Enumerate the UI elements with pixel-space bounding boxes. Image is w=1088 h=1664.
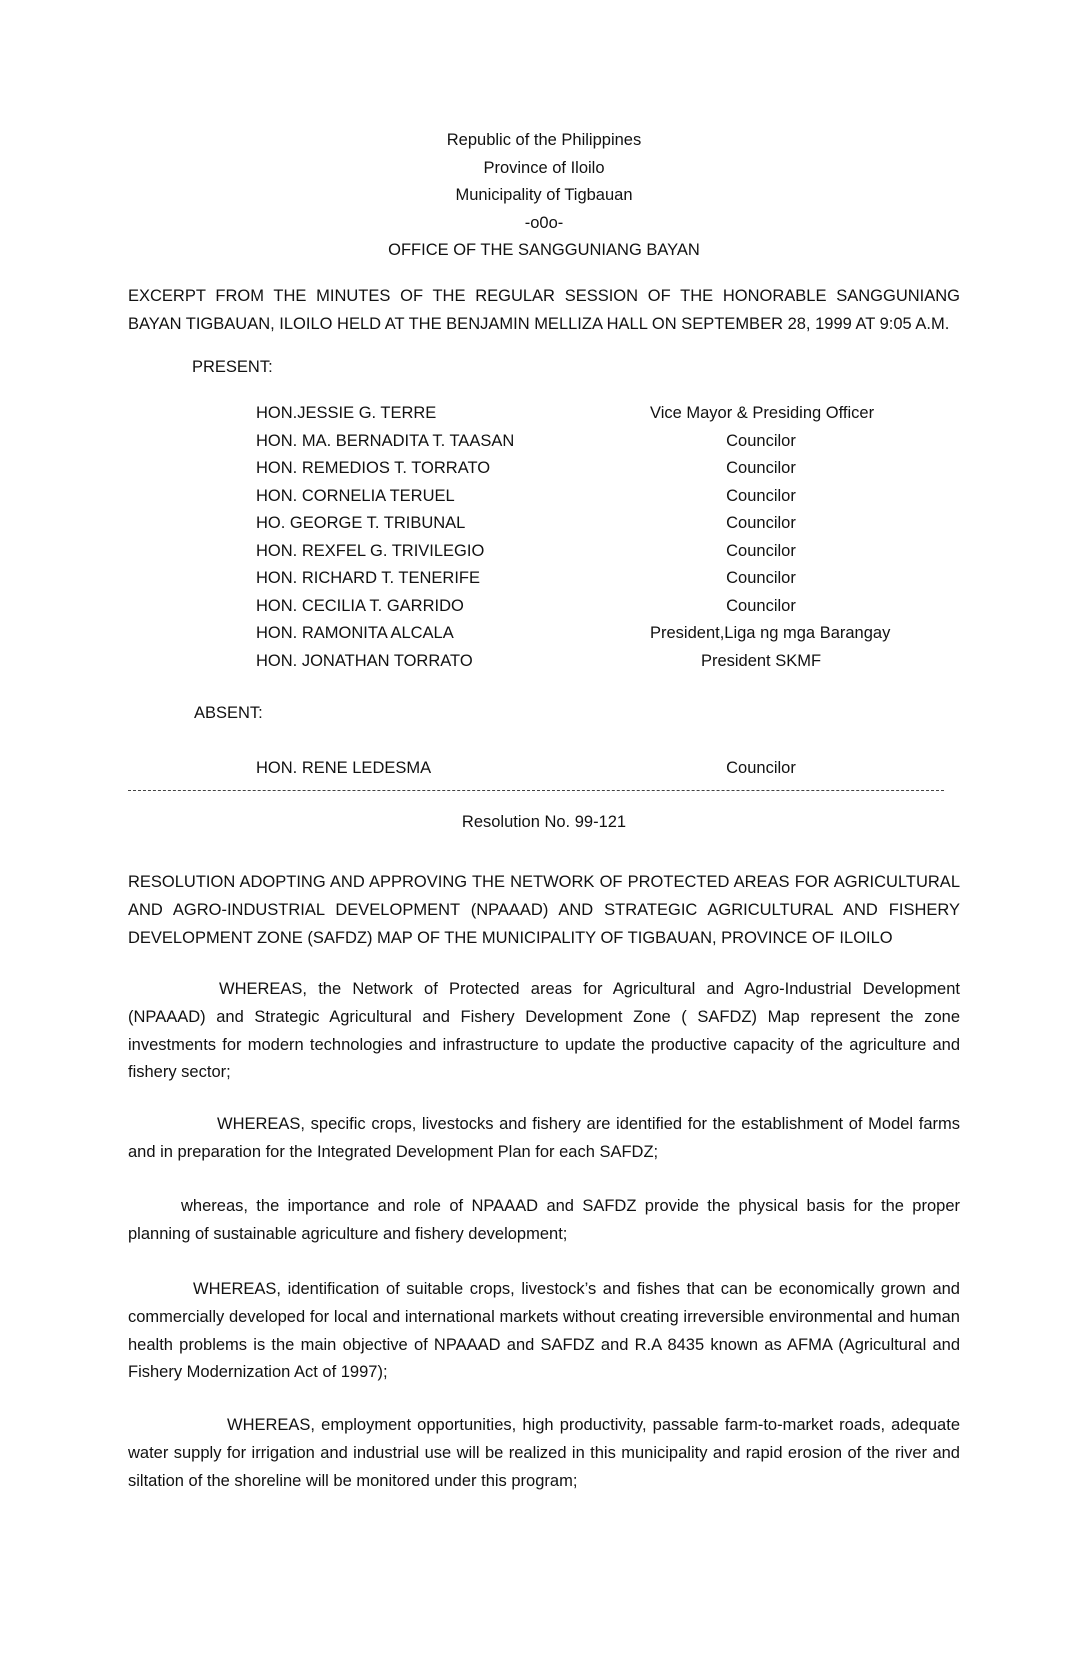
whereas-paragraph: WHEREAS, the Network of Protected areas for Agricultural and Agro-Industrial Development (NPAAAD) and Strategic Agricultural and Fishery Development Zone ( SAFDZ) Map represent the zone investments for modern technologies and infrastructure to update the productive capacity of the agriculture and fishery sector; bbox=[128, 980, 960, 1082]
minutes-excerpt: EXCERPT FROM THE MINUTES OF THE REGULAR SESSION OF THE HONORABLE SANGGUNIANG BAYAN TIGBAUAN, ILOILO HELD AT THE BENJAMIN MELLIZA HALL ON SEPTEMBER 28, 1999 AT 9:05 A.M. bbox=[128, 287, 960, 333]
resolution-title-line: RESOLUTION ADOPTING AND APPROVING THE NETWORK OF PROTECTED AREAS FOR AGRICULTURAL bbox=[128, 873, 960, 891]
roster-row bbox=[0, 538, 1088, 566]
header-office: OFFICE OF THE SANGGUNIANG BAYAN bbox=[388, 241, 700, 259]
header-municipality: Municipality of Tigbauan bbox=[455, 186, 633, 204]
resolution-title-line: DEVELOPMENT ZONE (SAFDZ) MAP OF THE MUNICIPALITY OF TIGBAUAN, PROVINCE OF ILOILO bbox=[128, 929, 893, 947]
resolution-title bbox=[128, 868, 960, 952]
member-name: HON. RAMONITA ALCALA bbox=[256, 624, 454, 642]
member-position: Councilor bbox=[726, 514, 796, 532]
member-name: HO. GEORGE T. TRIBUNAL bbox=[256, 514, 466, 532]
member-position: Councilor bbox=[726, 459, 796, 477]
roster-row bbox=[0, 428, 1088, 456]
roster-row bbox=[0, 648, 1088, 676]
member-position: Councilor bbox=[726, 486, 796, 505]
document-header bbox=[0, 127, 1088, 265]
header-separator: -o0o- bbox=[524, 213, 564, 232]
member-name: HON.JESSIE G. TERRE bbox=[256, 404, 437, 422]
member-name: HON. REXFEL G. TRIVILEGIO bbox=[256, 541, 485, 560]
member-position: Councilor bbox=[726, 431, 796, 450]
present-roster bbox=[0, 400, 1088, 675]
resolution-number: Resolution No. 99-121 bbox=[461, 813, 627, 831]
roster-row bbox=[0, 620, 1088, 648]
roster-row bbox=[0, 755, 1088, 783]
member-name: HON. CECILIA T. GARRIDO bbox=[256, 596, 464, 615]
absent-label: ABSENT: bbox=[194, 704, 263, 722]
member-position: Councilor bbox=[726, 541, 796, 560]
whereas-paragraph: WHEREAS, specific crops, livestocks and fishery are identified for the establishment of Model farms and in preparation for the Integrated Development Plan for each SAFDZ; bbox=[128, 1115, 960, 1161]
resolution-title-line: AND AGRO-INDUSTRIAL DEVELOPMENT (NPAAAD) AND STRATEGIC AGRICULTURAL AND FISHERY bbox=[128, 901, 960, 919]
member-position: President SKMF bbox=[700, 651, 822, 670]
member-name: HON. RICHARD T. TENERIFE bbox=[256, 569, 480, 587]
member-position: President,Liga ng mga Barangay bbox=[650, 624, 891, 642]
header-republic: Republic of the Philippines bbox=[446, 131, 642, 149]
present-label: PRESENT: bbox=[192, 358, 273, 376]
roster-row bbox=[0, 483, 1088, 511]
whereas-paragraph: whereas, the importance and role of NPAAAD and SAFDZ provide the physical basis for the proper planning of sustainable agriculture and fishery development; bbox=[128, 1197, 960, 1243]
roster-row bbox=[0, 510, 1088, 538]
member-position: Vice Mayor & Presiding Officer bbox=[650, 404, 875, 422]
section-divider bbox=[128, 790, 944, 791]
member-position: Councilor bbox=[726, 569, 796, 587]
whereas-paragraph: WHEREAS, identification of suitable crops, livestock’s and fishes that can be economically grown and commercially developed for local and international markets without creating irreversible environmental and human health problems is the main objective of NPAAAD and SAFDZ and R.A 8435 known as AFMA (Agricultural and Fishery Modernization Act of 1997); bbox=[128, 1280, 960, 1382]
roster-row bbox=[0, 455, 1088, 483]
member-name: HON. CORNELIA TERUEL bbox=[256, 486, 455, 505]
whereas-paragraph: WHEREAS, employment opportunities, high productivity, passable farm-to-market roads, adequate water supply for irrigation and industrial use will be realized in this municipality and rapid erosion of the river and siltation of the shoreline will be monitored under this program; bbox=[128, 1416, 960, 1490]
header-province: Province of Iloilo bbox=[483, 158, 605, 177]
member-name: HON. REMEDIOS T. TORRATO bbox=[256, 459, 491, 477]
roster-row bbox=[0, 400, 1088, 428]
absent-roster bbox=[0, 755, 1088, 783]
member-name: HON. RENE LEDESMA bbox=[256, 759, 432, 777]
roster-row bbox=[0, 565, 1088, 593]
member-position: Councilor bbox=[726, 596, 796, 615]
member-name: HON. MA. BERNADITA T. TAASAN bbox=[256, 431, 515, 450]
member-position: Councilor bbox=[726, 759, 796, 777]
roster-row bbox=[0, 593, 1088, 621]
member-name: HON. JONATHAN TORRATO bbox=[256, 651, 473, 670]
